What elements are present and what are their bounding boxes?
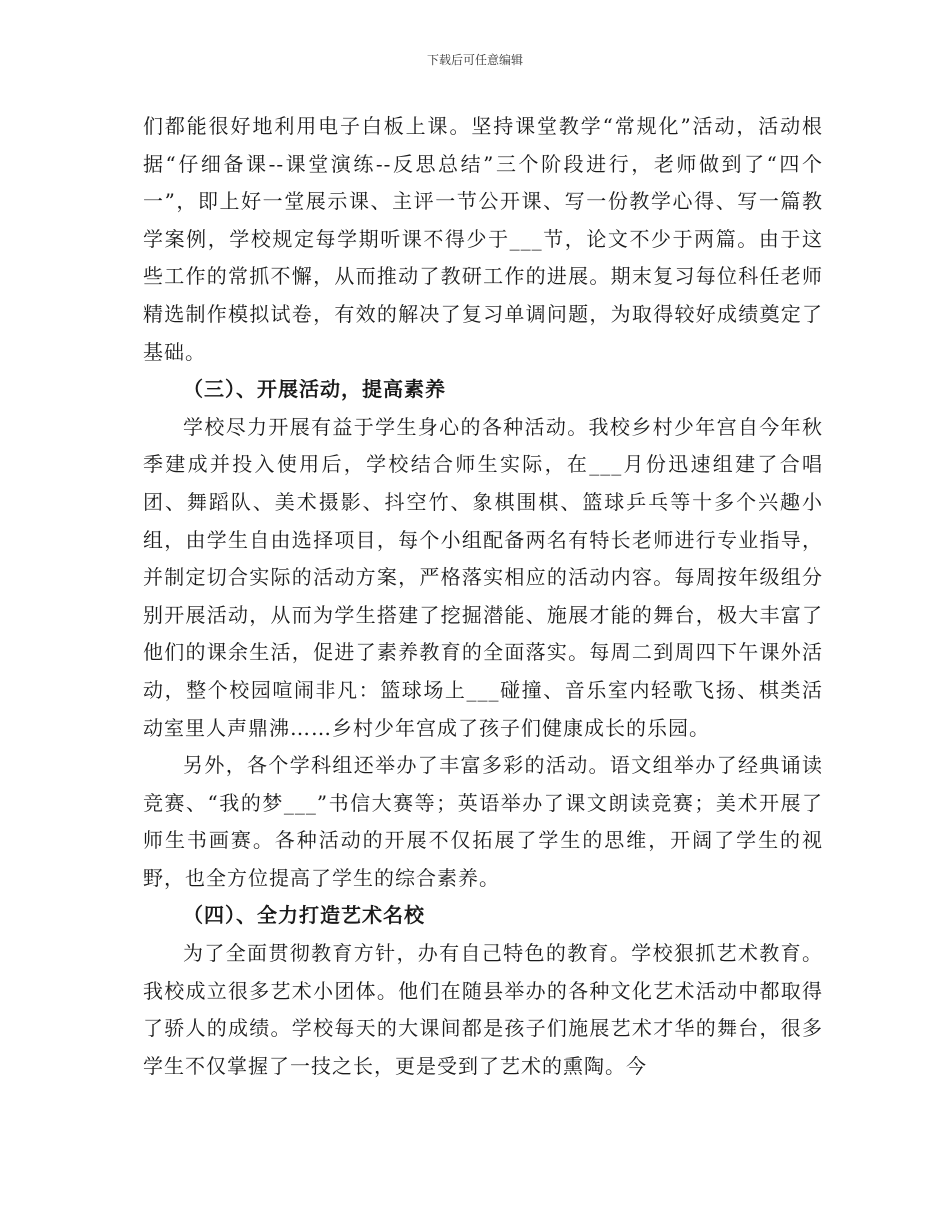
paragraph-art-education: 为了全面贯彻教育方针，办有自己特色的教育。学校狠抓艺术教育。我校成立很多艺术小团体。他们在随县举办的各种文化艺术活动中都取得了骄人的成绩。学校每天的大课间都是孩子们施展艺术才华的舞台，很多学生不仅掌握了一技之长，更是受到了艺术的熏陶。今 bbox=[143, 941, 823, 1078]
paragraph-subject-activities: 另外，各个学科组还举办了丰富多彩的活动。语文组举办了经典诵读竞赛、“我的梦___”书信大赛等；英语举办了课文朗读竞赛；美术开展了师生书画赛。各种活动的开展不仅拓展了学生的思维，开阔了学生的视野，也全方位提高了学生的综合素养。 bbox=[143, 753, 823, 890]
paragraph-youth-palace: 学校尽力开展有益于学生身心的各种活动。我校乡村少年宫自今年秋季建成并投入使用后，学校结合师生实际，在___月份迅速组建了合唱团、舞蹈队、美术摄影、抖空竹、象棋围棋、篮球乒乓等十多个兴趣小组，由学生自由选择项目，每个小组配备两名有特长老师进行专业指导，并制定切合实际的活动方案，严格落实相应的活动内容。每周按年级组分别开展活动，从而为学生搭建了挖掘潜能、施展才能的舞台，极大丰富了他们的课余生活，促进了素养教育的全面落实。每周二到周四下午课外活动，整个校园喧闹非凡：篮球场上___碰撞、音乐室内轻歌飞扬、棋类活动室里人声鼎沸……乡村少年宫成了孩子们健康成长的乐园。 bbox=[143, 414, 823, 740]
page-header: 下载后可任意编辑 bbox=[426, 53, 523, 67]
document-body bbox=[143, 108, 823, 1085]
section-heading-activities: （三）、开展活动，提高素养 bbox=[183, 377, 446, 402]
paragraph-teaching-routine: 们都能很好地利用电子白板上课。坚持课堂教学“常规化”活动，活动根据“仔细备课--课堂演练--反思总结”三个阶段进行，老师做到了“四个一”，即上好一堂展示课、主评一节公开课、写一份教学心得、写一篇教学案例，学校规定每学期听课不得少于___节，论文不少于两篇。由于这些工作的常抓不懈，从而推动了教研工作的进展。期末复习每位科任老师精选制作模拟试卷，有效的解决了复习单调问题，为取得较好成绩奠定了基础。 bbox=[143, 114, 823, 364]
section-heading-art-school: （四）、全力打造艺术名校 bbox=[183, 903, 425, 928]
